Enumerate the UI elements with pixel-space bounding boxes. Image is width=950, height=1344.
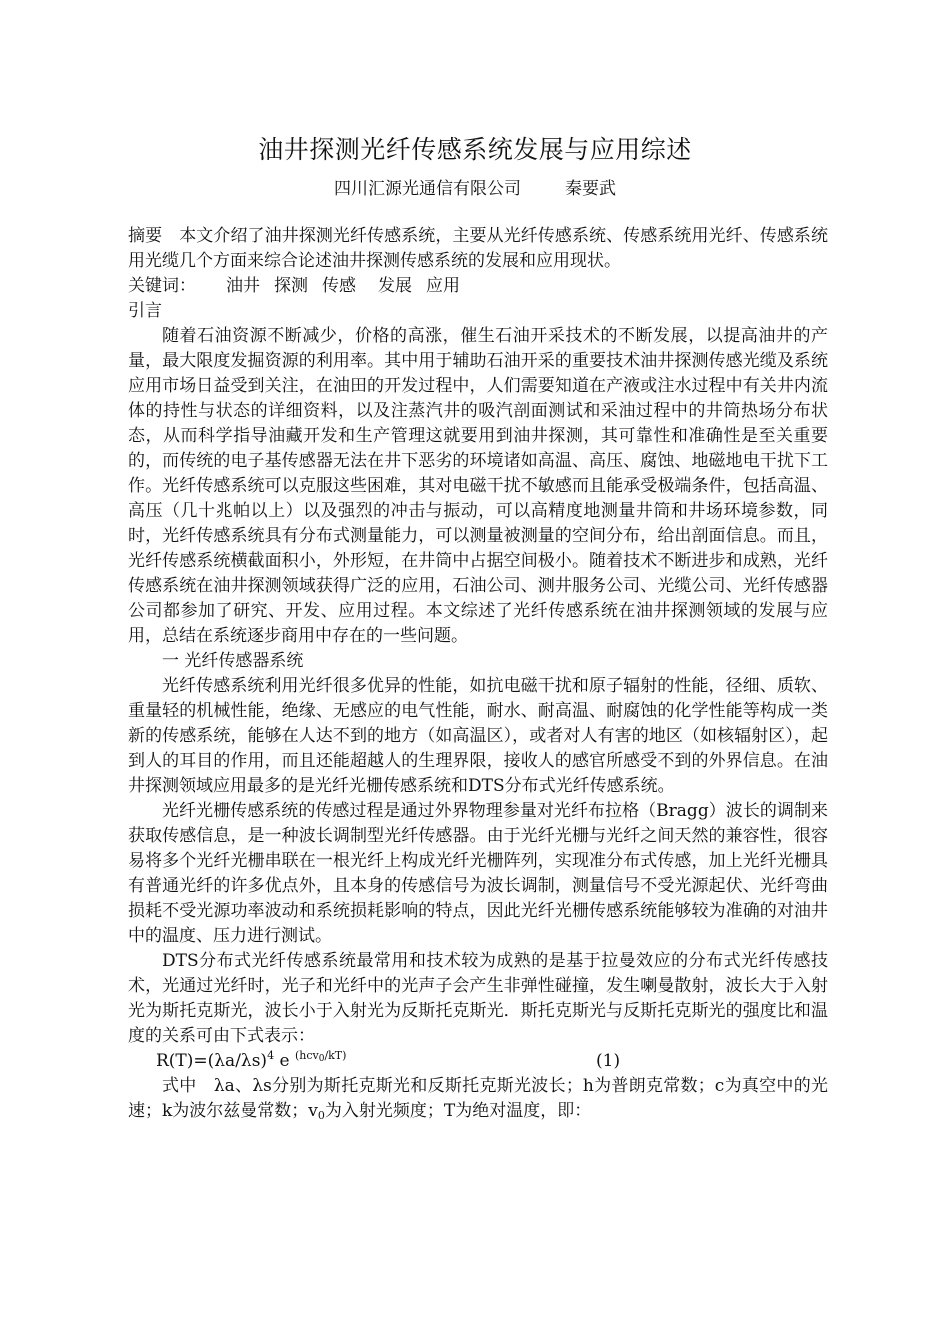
author-name: 秦要武	[565, 179, 616, 199]
keywords-label: 关键词：	[128, 276, 196, 296]
formula-exp-part: /kT)	[324, 1049, 347, 1062]
section1-paragraph-1: 光纤传感系统利用光纤很多优异的性能，如抗电磁干扰和原子辐射的性能，径细、质软、重量轻的机械性能，绝缘、无感应的电气性能，耐水、耐高温、耐腐蚀的化学性能等构成一类新的传感系统，能够在人达不到的地方（如高温区），或者对人有害的地区（如核辐射区），起到人的耳目的作用，而且还能超越人的生理界限，接收人的感官所感受不到的外界信息。在油井探测领域应用最多的是光纤光栅传感系统和DTS分布式光纤传感系统。	[128, 676, 828, 796]
explanation-text: 式中 λa、λs分别为斯托克斯光和反斯托克斯光波长；h为普朗克常数；c为真空中的光速；k为波尔兹曼常数；v	[128, 1076, 828, 1121]
formula-exp-part: (hcv	[294, 1049, 319, 1062]
formula-lhs: R(T)=(λa/λs)	[156, 1051, 268, 1071]
section1-heading: 一 光纤传感器系统	[162, 651, 304, 671]
author-line	[0, 177, 950, 201]
explanation-subscript: 0	[317, 1109, 325, 1122]
equation-number: (1)	[596, 1051, 621, 1071]
formula-exponent: 4	[267, 1049, 275, 1062]
section1-paragraph-3: DTS分布式光纤传感系统最常用和技术较为成熟的是基于拉曼效应的分布式光纤传感技术，光通过光纤时，光子和光纤中的光声子会产生非弹性碰撞，发生喇曼散射，波长大于入射光为斯托克斯光，波长小于入射光为反斯托克斯光．斯托克斯光与反斯托克斯光的强度比和温度的关系可由下式表示：	[128, 951, 828, 1046]
document-title: 油井探测光纤传感系统发展与应用综述	[258, 135, 692, 164]
keyword: 探测	[274, 276, 308, 296]
keyword: 传感	[322, 276, 356, 296]
explanation-text: 为入射光频度；T为绝对温度，即：	[324, 1101, 592, 1121]
keyword: 应用	[426, 276, 460, 296]
formula-1	[128, 1049, 828, 1074]
intro-heading: 引言	[128, 301, 162, 321]
section1-paragraph-2: 光纤光栅传感系统的传感过程是通过外界物理参量对光纤布拉格（Bragg）波长的调制来获取传感信息，是一种波长调制型光纤传感器。由于光纤光栅与光纤之间天然的兼容性，很容易将多个光纤光栅串联在一根光纤上构成光纤光栅阵列，实现准分布式传感，加上光纤光栅具有普通光纤的许多优点外，且本身的传感信号为波长调制，测量信号不受光源起伏、光纤弯曲损耗不受光源功率波动和系统损耗影响的特点，因此光纤光栅传感系统能够较为准确的对油井中的温度、压力进行测试。	[128, 801, 828, 946]
formula-exp-subscript: 0	[318, 1054, 325, 1064]
document-body	[128, 224, 828, 1124]
abstract: 摘要 本文介绍了油井探测光纤传感系统，主要从光纤传感系统、传感系统用光纤、传感系统用光缆几个方面来综合论述油井探测传感系统的发展和应用现状。	[128, 226, 828, 271]
keywords-line	[128, 274, 828, 299]
formula-exponent	[295, 1049, 347, 1062]
formula-explanation	[128, 1074, 828, 1124]
intro-paragraph: 随着石油资源不断减少，价格的高涨，催生石油开采技术的不断发展，以提高油井的产量，最大限度发掘资源的利用率。其中用于辅助石油开采的重要技术油井探测传感光缆及系统应用市场日益受到关注，在油田的开发过程中，人们需要知道在产液或注水过程中有关井内流体的持性与状态的详细资料，以及注蒸汽井的吸汽剖面测试和采油过程中的井筒热场分布状态，从而科学指导油藏开发和生产管理这就要用到油井探测，其可靠性和准确性是至关重要的，而传统的电子基传感器无法在井下恶劣的环境诸如高温、高压、腐蚀、地磁地电干扰下工作。光纤传感系统可以克服这些困难，其对电磁干扰不敏感而且能承受极端条件，包括高温、高压（几十兆帕以上）以及强烈的冲击与振动，可以高精度地测量井筒和井场环境参数，同时，光纤传感系统具有分布式测量能力，可以测量被测量的空间分布，给出剖面信息。而且，光纤传感系统横截面积小，外形短，在井筒中占据空间极小。随着技术不断进步和成熟，光纤传感系统在油井探测领域获得广泛的应用，石油公司、测井服务公司、光缆公司、光纤传感器公司都参加了研究、开发、应用过程。本文综述了光纤传感系统在油井探测领域的发展与应用，总结在系统逐步商用中存在的一些问题。	[128, 326, 828, 646]
formula-mid: e	[274, 1051, 295, 1071]
keyword: 发展	[378, 276, 412, 296]
author-organization: 四川汇源光通信有限公司	[334, 179, 521, 199]
keyword: 油井	[226, 276, 260, 296]
